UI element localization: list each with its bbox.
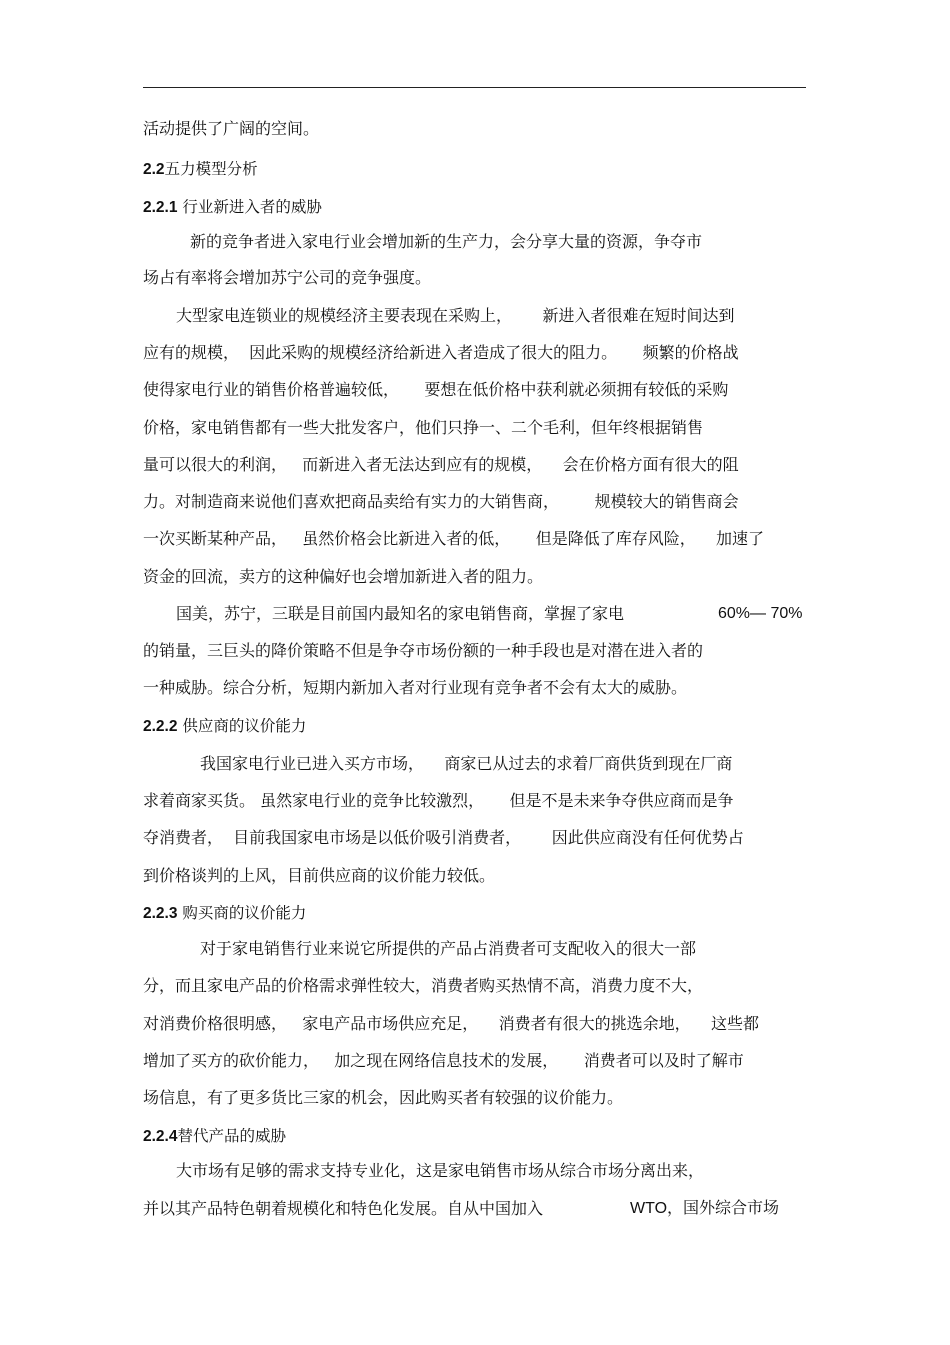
section-heading — [143, 716, 306, 737]
paragraph-line: 资金的回流，卖方的这种偏好也会增加新进入者的阻力。 — [143, 567, 544, 586]
paragraph-line: 场占有率将会增加苏宁公司的竞争强度。 — [143, 268, 432, 287]
paragraph-line: 使得家电行业的销售价格普遍较低， 要想在低价格中获利就必须拥有较低的采购 — [143, 380, 729, 399]
section-heading — [143, 903, 306, 924]
paragraph-line: 量可以很大的利润， 而新进入者无法达到应有的规模， 会在价格方面有很大的阻 — [143, 455, 739, 474]
paragraph-line: 大市场有足够的需求支持专业化，这是家电销售市场从综合市场分离出来， — [176, 1161, 705, 1180]
paragraph-line: 国美，苏宁，三联是目前国内最知名的家电销售商，掌握了家电 — [176, 604, 625, 623]
section-title: 行业新进入者的威胁 — [177, 198, 322, 216]
paragraph-line-tail: 60%— 70% — [718, 605, 803, 622]
paragraph-line: 场信息，有了更多货比三家的机会，因此购买者有较强的议价能力。 — [143, 1088, 624, 1107]
paragraph-line: 一次买断某种产品， 虽然价格会比新进入者的低， 但是降低了库存风险， 加速了 — [143, 529, 765, 548]
section-title: 购买商的议价能力 — [177, 904, 307, 922]
paragraph-line: 大型家电连锁业的规模经济主要表现在采购上， 新进入者很难在短时间达到 — [176, 306, 735, 325]
section-number: 2.2.1 — [143, 199, 178, 216]
paragraph-line: 活动提供了广阔的空间。 — [143, 119, 320, 138]
paragraph-line: 力。对制造商来说他们喜欢把商品卖给有实力的大销售商， 规模较大的销售商会 — [143, 492, 739, 511]
header-rule — [143, 87, 806, 88]
paragraph-line: 并以其产品特色朝着规模化和特色化发展。自从中国加入 — [143, 1199, 544, 1218]
section-title: 供应商的议价能力 — [177, 717, 307, 735]
paragraph-line: 到价格谈判的上风，目前供应商的议价能力较低。 — [143, 866, 496, 885]
paragraph-line: 夺消费者， 目前我国家电市场是以低价吸引消费者， 因此供应商没有任何优势占 — [143, 828, 744, 847]
section-heading — [143, 197, 322, 218]
paragraph-line: 价格，家电销售都有一些大批发客户，他们只挣一、二个毛利，但年终根据销售 — [143, 418, 704, 437]
section-number: 2.2 — [143, 161, 165, 178]
section-number: 2.2.2 — [143, 718, 178, 735]
section-number: 2.2.4 — [143, 1128, 178, 1145]
paragraph-line: 对于家电销售行业来说它所提供的产品占消费者可支配收入的很大一部 — [200, 939, 697, 958]
paragraph-line: 的销量，三巨头的降价策略不但是争夺市场份额的一种手段也是对潜在进入者的 — [143, 641, 704, 660]
paragraph-line: 应有的规模， 因此采购的规模经济给新进入者造成了很大的阻力。 频繁的价格战 — [143, 343, 739, 362]
section-title: 五力模型分析 — [164, 160, 258, 178]
paragraph-line: 增加了买方的砍价能力， 加之现在网络信息技术的发展， 消费者可以及时了解市 — [143, 1051, 744, 1070]
paragraph-line: 求着商家买货。 虽然家电行业的竞争比较激烈， 但是不是未来争夺供应商而是争 — [143, 791, 734, 810]
paragraph-line: 分，而且家电产品的价格需求弹性较大，消费者购买热情不高，消费力度不大， — [143, 976, 704, 995]
section-heading — [143, 1126, 286, 1147]
section-title: 替代产品的威胁 — [177, 1127, 286, 1145]
paragraph-line-tail: WTO，国外综合市场 — [630, 1200, 780, 1217]
paragraph-line: 一种威胁。综合分析，短期内新加入者对行业现有竞争者不会有太大的威胁。 — [143, 678, 688, 697]
paragraph-line: 对消费价格很明感， 家电产品市场供应充足， 消费者有很大的挑选余地， 这些都 — [143, 1014, 759, 1033]
paragraph-line: 我国家电行业已进入买方市场， 商家已从过去的求着厂商供货到现在厂商 — [200, 754, 733, 773]
section-heading — [143, 159, 258, 180]
section-number: 2.2.3 — [143, 905, 178, 922]
paragraph-line: 新的竞争者进入家电行业会增加新的生产力，会分享大量的资源，争夺市 — [190, 232, 703, 251]
